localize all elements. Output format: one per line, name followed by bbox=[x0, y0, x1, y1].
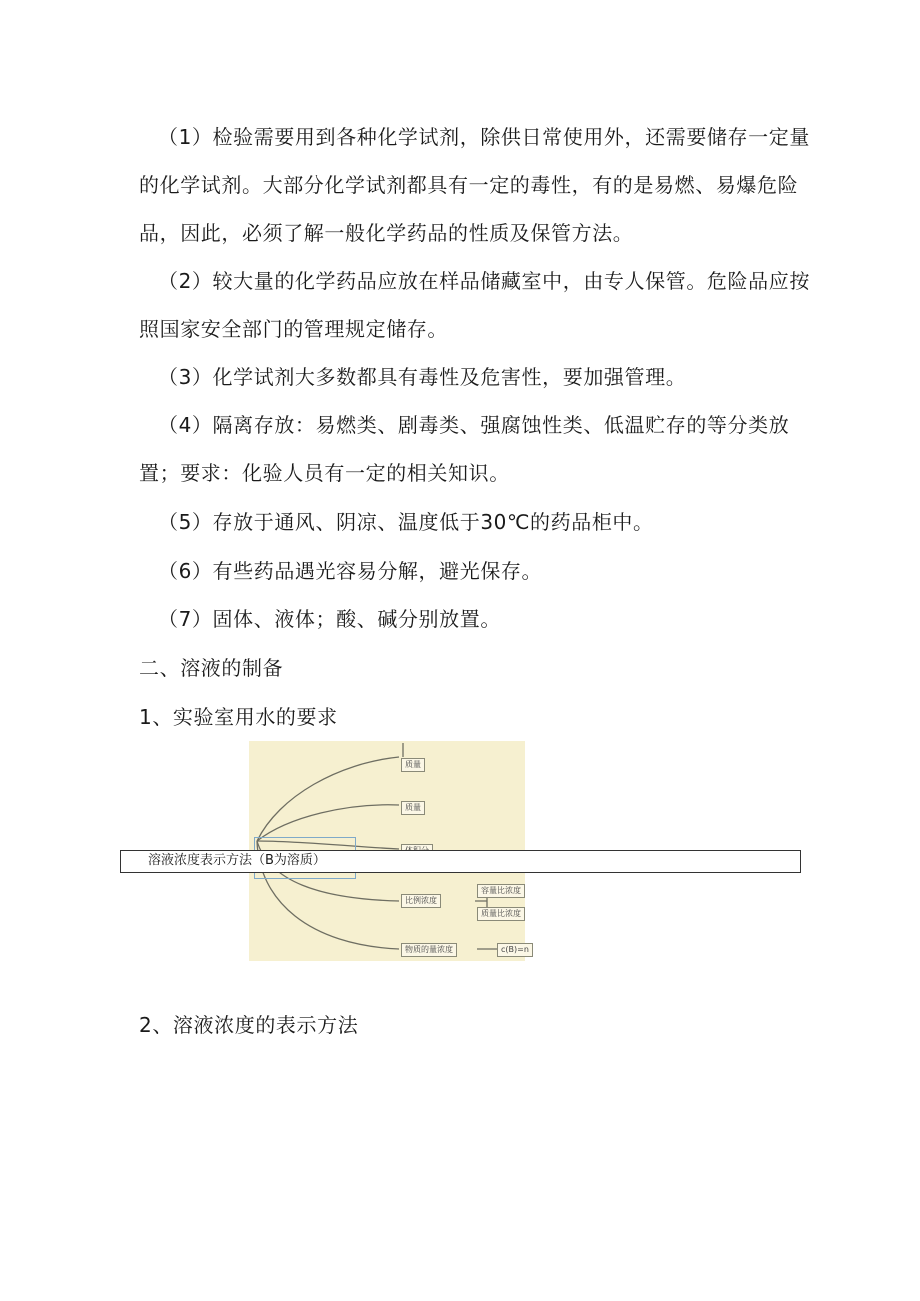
node-ratio-concentration: 比例浓度 bbox=[401, 894, 441, 908]
paragraph-1-line-1: （1）检验需要用到各种化学试剂，除供日常使用外，还需要储存一定量 bbox=[158, 125, 810, 149]
paragraph-4-line-1: （4）隔离存放：易燃类、剧毒类、强腐蚀性类、低温贮存的等分类放 bbox=[158, 413, 790, 437]
figure-caption-bar bbox=[120, 850, 801, 873]
subheading-concentration-methods: 2、溶液浓度的表示方法 bbox=[139, 1013, 359, 1037]
paragraph-2-line-1: （2）较大量的化学药品应放在样品储藏室中，由专人保管。危险品应按 bbox=[158, 269, 810, 293]
node-mass-2: 质量 bbox=[401, 801, 425, 815]
node-volume-ratio: 容量比浓度 bbox=[477, 884, 525, 898]
node-molar-formula: c(B)=n bbox=[497, 943, 533, 957]
paragraph-3-line-1: （3）化学试剂大多数都具有毒性及危害性，要加强管理。 bbox=[158, 365, 687, 389]
figure-caption: 溶液浓度表示方法（B为溶质） bbox=[148, 853, 326, 868]
paragraph-5-line-1: （5）存放于通风、阴凉、温度低于30℃的药品柜中。 bbox=[158, 510, 654, 534]
section-heading-solution-prep: 二、溶液的制备 bbox=[139, 656, 284, 680]
node-molar-concentration: 物质的量浓度 bbox=[401, 943, 457, 957]
subheading-lab-water: 1、实验室用水的要求 bbox=[139, 705, 338, 729]
paragraph-4-line-2: 置；要求：化验人员有一定的相关知识。 bbox=[139, 461, 510, 485]
paragraph-1-line-2: 的化学试剂。大部分化学试剂都具有一定的毒性，有的是易燃、易爆危险 bbox=[139, 173, 799, 197]
branch-2 bbox=[257, 805, 399, 841]
paragraph-6-line-1: （6）有些药品遇光容易分解，避光保存。 bbox=[158, 559, 543, 583]
paragraph-7-line-1: （7）固体、液体；酸、碱分别放置。 bbox=[158, 607, 501, 631]
node-mass-1: 质量 bbox=[401, 758, 425, 772]
node-mass-ratio: 质量比浓度 bbox=[477, 907, 525, 921]
paragraph-1-line-3: 品，因此，必须了解一般化学药品的性质及保管方法。 bbox=[139, 221, 634, 245]
paragraph-2-line-2: 照国家安全部门的管理规定储存。 bbox=[139, 317, 448, 341]
